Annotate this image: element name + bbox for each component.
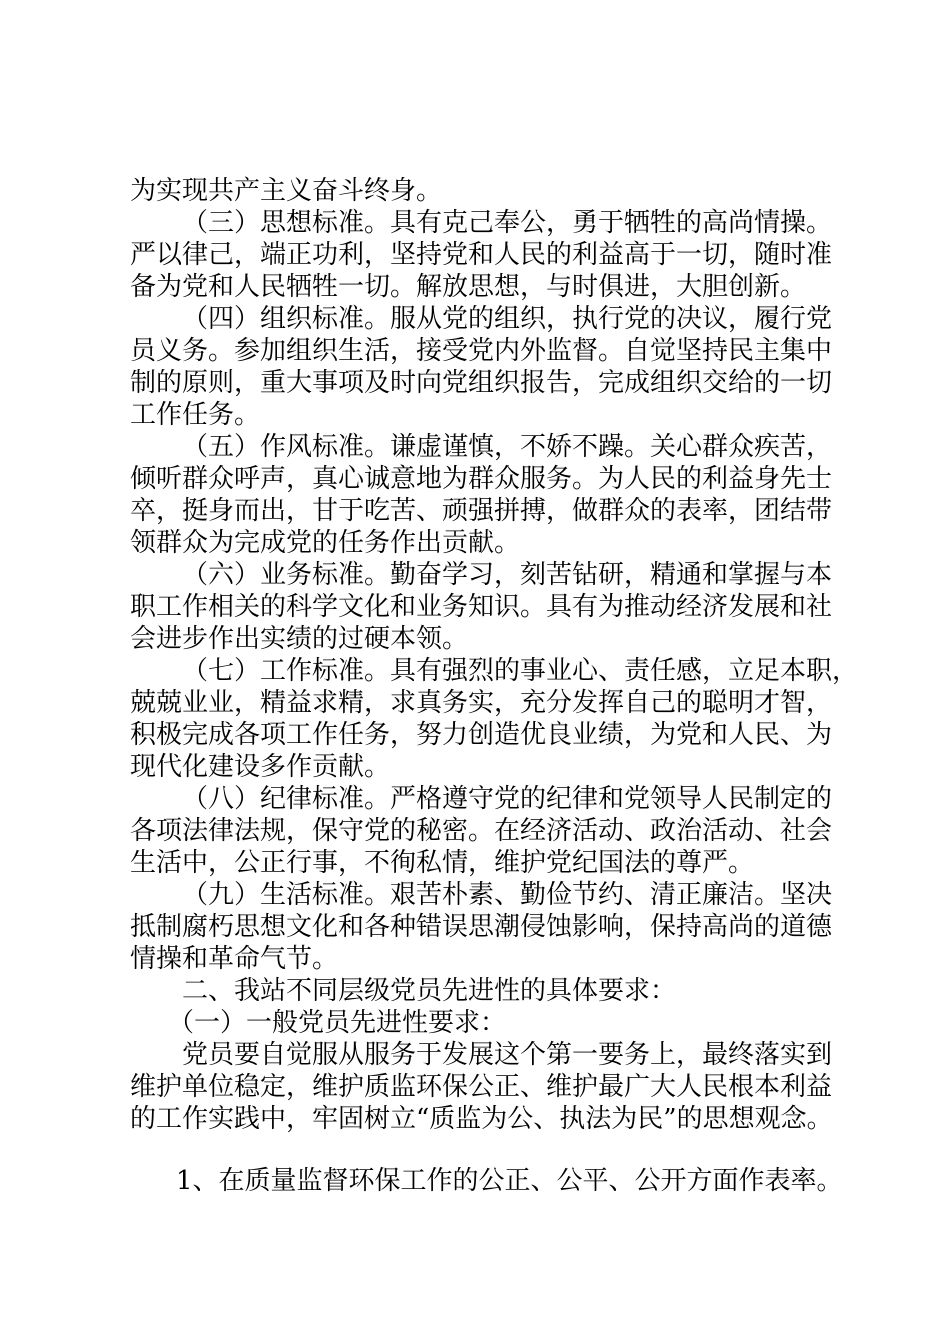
body-text-line: 情操和革命气节。 [130, 944, 339, 974]
list-item-line: 1、在质量监督环保工作的公正、公平、公开方面作表率。 [176, 1166, 843, 1196]
section-heading-line: （八）纪律标准。严格遵守党的纪律和党领导人民制定的 [182, 784, 833, 814]
body-text-line: 员义务。参加组织生活，接受党内外监督。自觉坚持民主集中 [130, 336, 833, 366]
section-heading-line: （七）工作标准。具有强烈的事业心、责任感，立足本职， [182, 656, 859, 686]
body-text-line: 党员要自觉服从服务于发展这个第一要务上，最终落实到 [182, 1040, 833, 1070]
body-text-line: 各项法律法规，保守党的秘密。在经济活动、政治活动、社会 [130, 816, 833, 846]
body-text-line: 抵制腐朽思想文化和各种错误思潮侵蚀影响，保持高尚的道德 [130, 912, 833, 942]
body-text-line: 领群众为完成党的任务作出贡献。 [130, 528, 521, 558]
body-text-line: 制的原则，重大事项及时向党组织报告，完成组织交给的一切 [130, 368, 833, 398]
body-text-line: 维护单位稳定，维护质监环保公正、维护最广大人民根本利益 [130, 1072, 833, 1102]
part-heading-line: 二、我站不同层级党员先进性的具体要求： [182, 976, 677, 1006]
body-text-line: 兢兢业业，精益求精，求真务实，充分发挥自己的聪明才智， [130, 688, 833, 718]
body-text-line: 备为党和人民牺牲一切。解放思想，与时俱进，大胆创新。 [130, 272, 807, 302]
body-text-line: 倾听群众呼声，真心诚意地为群众服务。为人民的利益身先士 [130, 464, 833, 494]
body-text-line: 现代化建设多作贡献。 [130, 752, 391, 782]
body-text-line: 卒，挺身而出，甘于吃苦、顽强拼搏，做群众的表率，团结带 [130, 496, 833, 526]
subsection-heading-line: （一）一般党员先进性要求： [168, 1008, 507, 1038]
body-text-line: 的工作实践中，牢固树立“质监为公、执法为民”的思想观念。 [130, 1104, 833, 1134]
body-text-line: 积极完成各项工作任务，努力创造优良业绩，为党和人民、为 [130, 720, 833, 750]
body-text-line: 为实现共产主义奋斗终身。 [130, 176, 443, 206]
section-heading-line: （四）组织标准。服从党的组织，执行党的决议，履行党 [182, 304, 833, 334]
section-heading-line: （六）业务标准。勤奋学习，刻苦钻研，精通和掌握与本 [182, 560, 833, 590]
body-text-line: 生活中，公正行事，不徇私情，维护党纪国法的尊严。 [130, 848, 755, 878]
body-text-line: 工作任务。 [130, 400, 261, 430]
section-heading-line: （九）生活标准。艰苦朴素、勤俭节约、清正廉洁。坚决 [182, 880, 833, 910]
section-heading-line: （五）作风标准。谦虚谨慎，不娇不躁。关心群众疾苦， [182, 432, 833, 462]
body-text-line: 职工作相关的科学文化和业务知识。具有为推动经济发展和社 [130, 592, 833, 622]
section-heading-line: （三）思想标准。具有克己奉公，勇于牺牲的高尚情操。 [182, 208, 833, 238]
body-text-line: 严以律己，端正功利，坚持党和人民的利益高于一切，随时准 [130, 240, 833, 270]
body-text-line: 会进步作出实绩的过硬本领。 [130, 624, 469, 654]
